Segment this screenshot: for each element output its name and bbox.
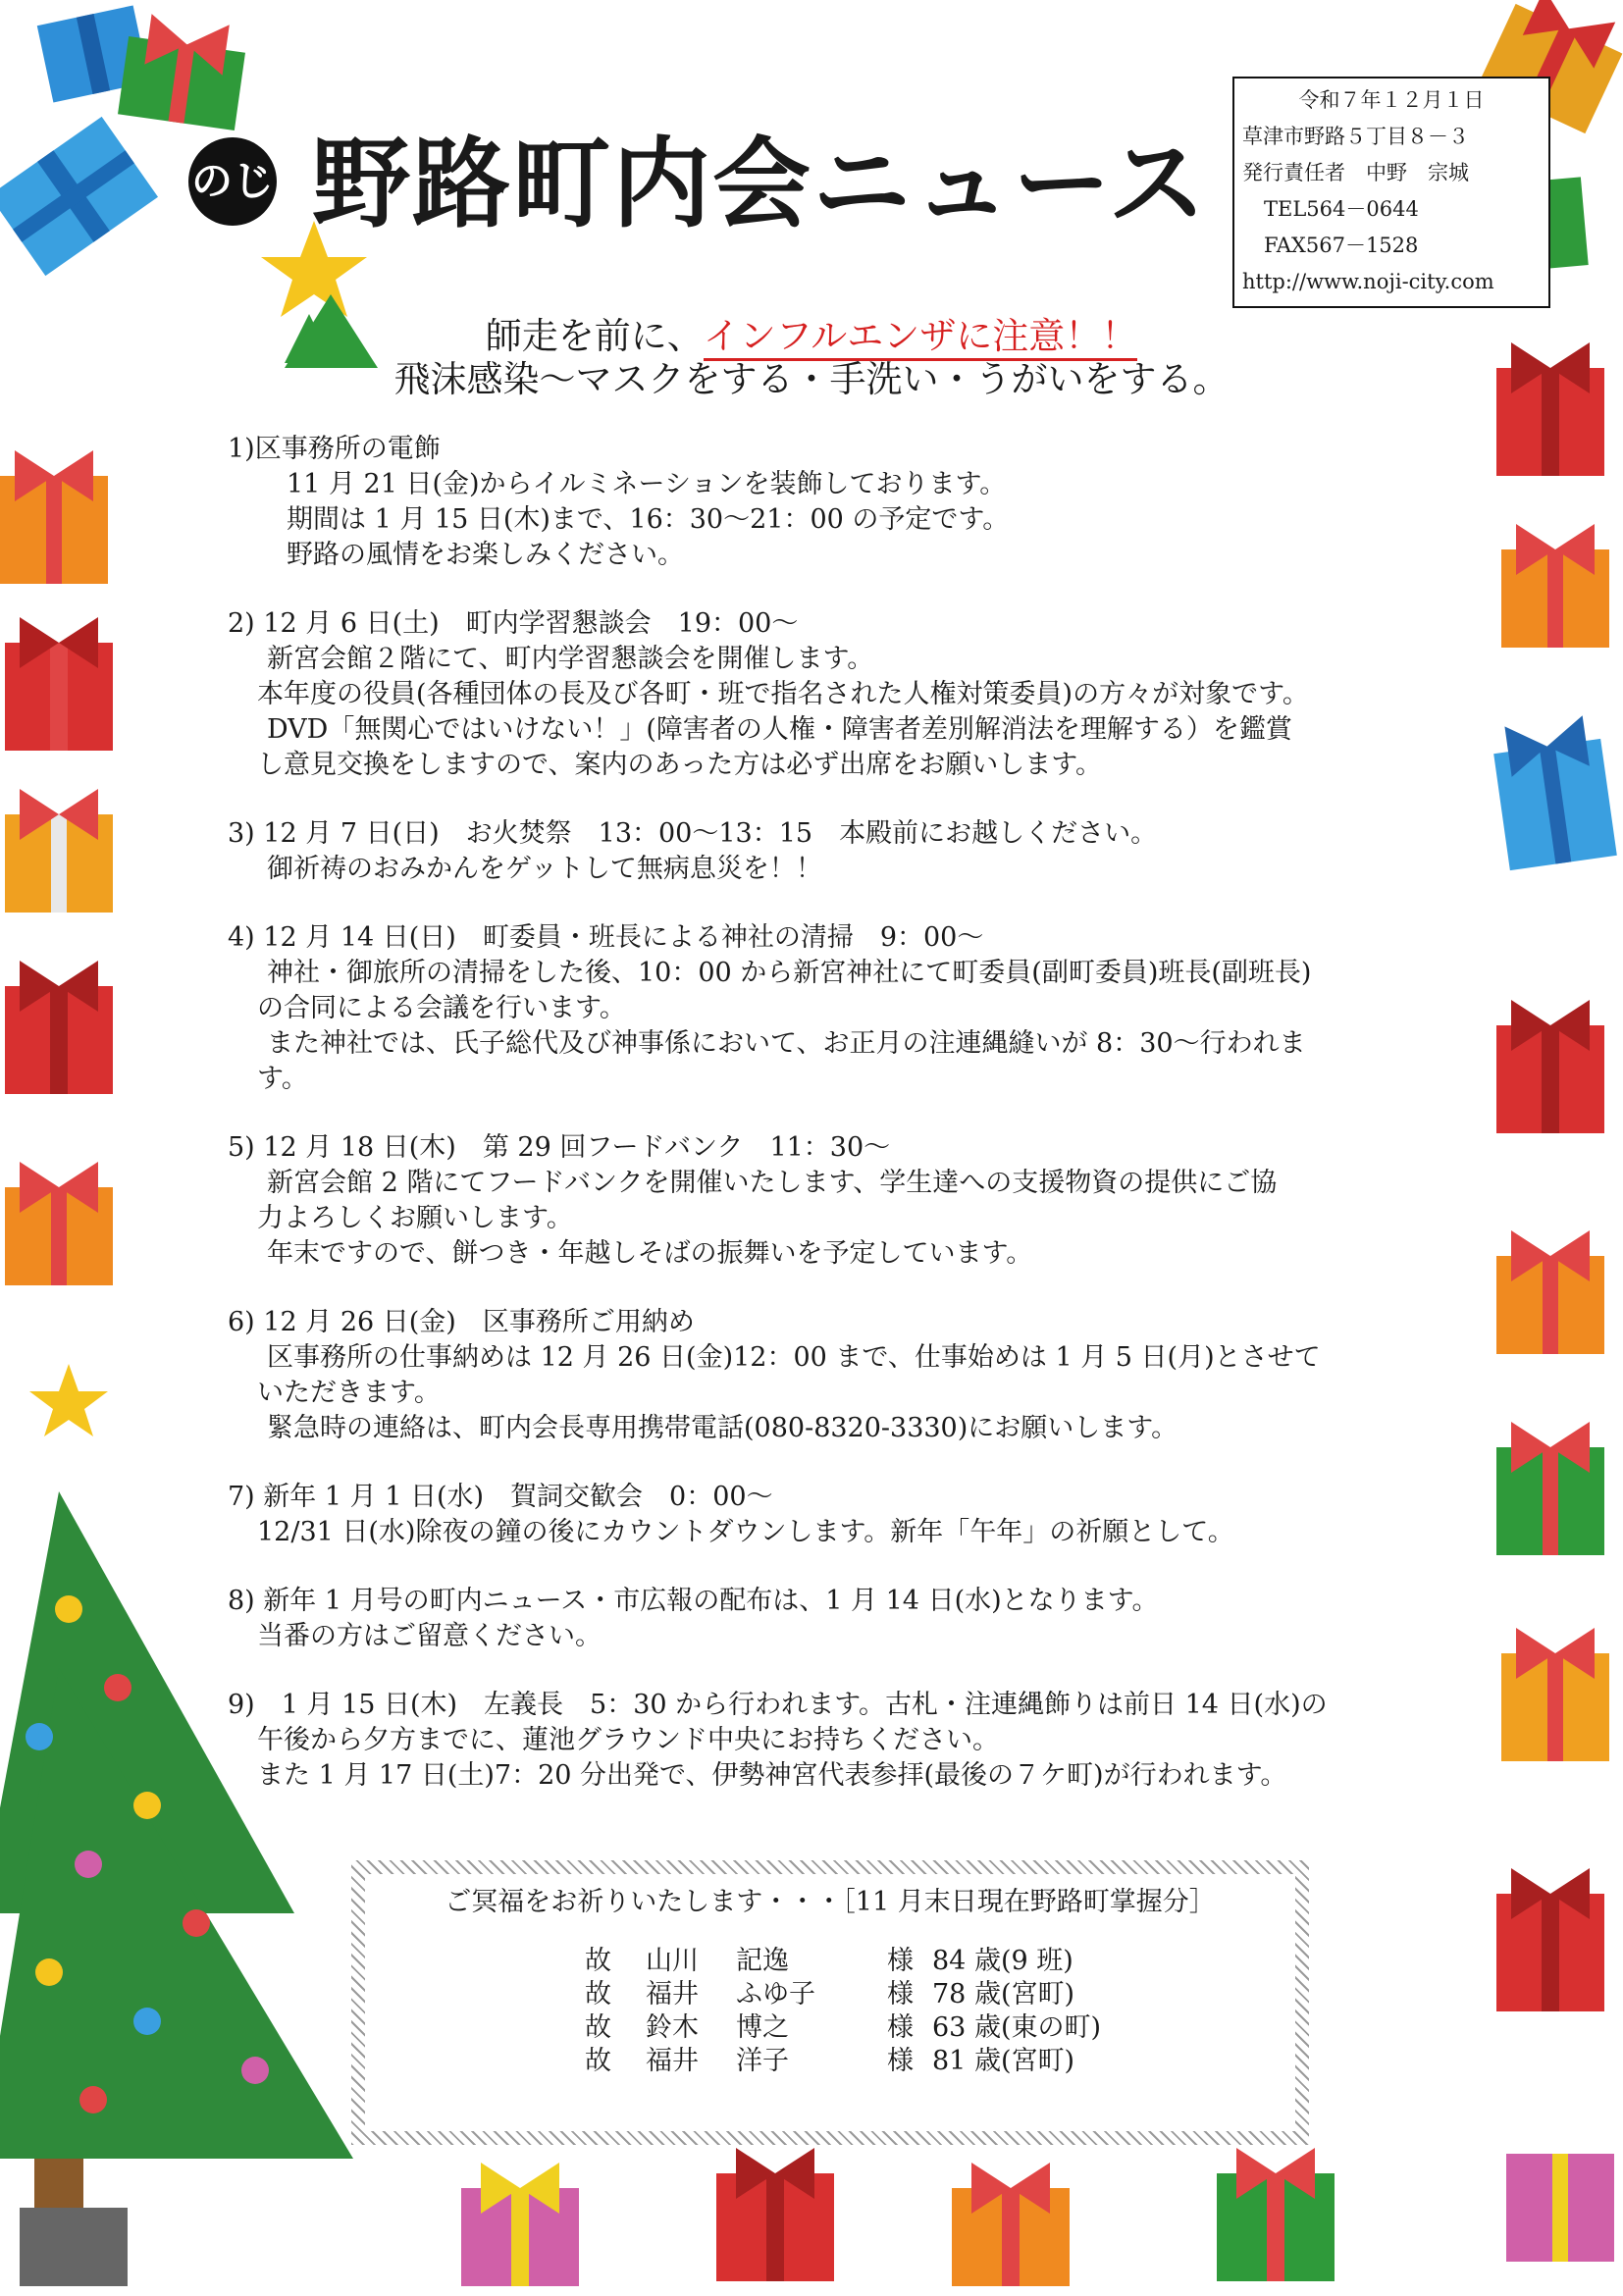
- publisher: 発行責任者 中野 宗城: [1242, 161, 1469, 184]
- fax: FAX567－1528: [1264, 234, 1419, 257]
- headline-line-1: [0, 314, 1623, 359]
- issue-date: 令和７年１２月１日: [1298, 88, 1485, 112]
- notice-text: 緊急時の連絡は、町内会長専用携帯電話(080-8320-3330)にお願いします。: [267, 1413, 1178, 1443]
- gift-icon: [5, 1162, 113, 1285]
- notice-text: 午後から夕方までに、蓮池グラウンド中央にお持ちください。: [257, 1725, 999, 1755]
- notice-text: 12/31 日(水)除夜の鐘の後にカウントダウンします。新年「午年」の祈願として。: [257, 1517, 1234, 1547]
- notice-text: 当番の方はご留意ください。: [257, 1621, 602, 1651]
- table-cell: 様: [887, 2012, 914, 2043]
- gift-icon: [1217, 2148, 1335, 2281]
- table-cell: 山川: [646, 1946, 699, 1976]
- notice-item: [228, 606, 1444, 783]
- gift-icon: [952, 2163, 1070, 2286]
- obituary-title: ご冥福をお祈りいたします・・・［11 月末日現在野路町掌握分］: [445, 1887, 1216, 1917]
- gift-icon: [1501, 524, 1609, 648]
- gift-icon: [461, 2163, 579, 2286]
- notice-item: [228, 1584, 1444, 1654]
- notice-text: 野路の風情をお楽しみください。: [287, 540, 684, 570]
- notice-heading: 9) 1 月 15 日(木) 左義長 5：30 から行われます。古札・注連縄飾りは前日 14 日(水)の: [228, 1690, 1328, 1720]
- obituary-table: [585, 1945, 1128, 2078]
- table-cell: 博之: [736, 2012, 789, 2043]
- table-cell: 様: [887, 1979, 914, 2009]
- notice-heading: 2) 12 月 6 日(土) 町内学習懇談会 19：00～: [228, 608, 799, 639]
- notice-text: 年末ですので、餅つき・年越しそばの振舞いを予定しています。: [267, 1238, 1033, 1269]
- gift-icon: [1496, 1868, 1604, 2011]
- gift-icon: [1501, 1628, 1609, 1761]
- notice-text: 本年度の役員(各種団体の長及び各町・班で指名された人権対策委員)の方々が対象です。: [257, 679, 1309, 709]
- notice-list: [228, 432, 1444, 1827]
- notice-text: の合同による会議を行います。: [257, 993, 626, 1023]
- gift-icon: [5, 789, 113, 913]
- table-cell: ふゆ子: [736, 1979, 815, 2009]
- table-cell: 81 歳(宮町): [932, 2046, 1075, 2076]
- notice-heading: 1)区事務所の電飾: [228, 434, 441, 464]
- gift-icon: [1506, 2154, 1614, 2262]
- notice-text: 神社・御旅所の清掃をした後、10：00 から新宮神社にて町委員(副町委員)班長(副班長): [267, 958, 1312, 988]
- notice-text: 区事務所の仕事納めは 12 月 26 日(金)12：00 まで、仕事始めは 1 月 5 日(月)とさせて: [267, 1342, 1321, 1373]
- table-cell: 故: [585, 1979, 611, 2009]
- page-title: 野路町内会ニュース: [312, 127, 1208, 241]
- notice-text: 11 月 21 日(金)からイルミネーションを装飾しております。: [287, 469, 1007, 499]
- notice-text: し意見交換をしますので、案内のあった方は必ず出席をお願いします。: [257, 750, 1103, 780]
- notice-heading: 8) 新年 1 月号の町内ニュース・市広報の配布は、1 月 14 日(水)となります。: [228, 1586, 1159, 1616]
- gift-icon: [5, 617, 113, 751]
- gift-icon: [1496, 1422, 1604, 1555]
- website-link[interactable]: http://www.noji-city.com: [1242, 270, 1494, 293]
- table-cell: 故: [585, 2012, 611, 2043]
- notice-item: [228, 816, 1444, 887]
- notice-heading: 4) 12 月 14 日(日) 町委員・班長による神社の清掃 9：00～: [228, 922, 984, 953]
- headline-line-2: 飛沫感染～マスクをする・手洗い・うがいをする。: [393, 358, 1230, 400]
- gift-icon: [1496, 1000, 1604, 1133]
- logo-text: のじ: [190, 157, 274, 205]
- notice-text: 新宮会館 2 階にてフードバンクを開催いたします、学生達への支援物資の提供にご協: [267, 1168, 1278, 1198]
- notice-text: DVD「無関心ではいけない！」(障害者の人権・障害者差別解消法を理解する）を鑑賞: [267, 714, 1292, 745]
- notice-item: [228, 1130, 1444, 1272]
- gift-icon: [1496, 1230, 1604, 1354]
- table-cell: 様: [887, 2046, 914, 2076]
- table-cell: 福井: [646, 2046, 699, 2076]
- notice-item: [228, 1305, 1444, 1446]
- table-cell: 様: [887, 1946, 914, 1976]
- gift-icon: [0, 450, 108, 584]
- table-cell: 鈴木: [646, 2012, 699, 2043]
- headline-highlight: インフルエンザに注意！！: [704, 315, 1138, 361]
- notice-text: 御祈祷のおみかんをゲットして無病息災を！！: [267, 854, 822, 884]
- notice-text: 期間は 1 月 15 日(木)まで、16：30～21：00 の予定です。: [287, 504, 1010, 535]
- notice-text: いただきます。: [257, 1378, 441, 1408]
- headline-prefix: 師走を前に、: [485, 315, 704, 357]
- notice-text: また神社では、氏子総代及び神事係において、お正月の注連縄縫いが 8：30～行われま: [267, 1028, 1306, 1059]
- star-icon: [29, 1364, 108, 1436]
- notice-item: [228, 432, 1444, 573]
- table-row: [585, 1945, 1128, 1978]
- table-cell: 洋子: [736, 2046, 789, 2076]
- gift-icon: [1491, 713, 1617, 870]
- table-cell: 63 歳(東の町): [932, 2012, 1102, 2043]
- address: 草津市野路５丁目８－３: [1242, 125, 1469, 148]
- table-cell: 84 歳(9 班): [932, 1946, 1073, 1976]
- table-cell: 故: [585, 1946, 611, 1976]
- notice-item: [228, 920, 1444, 1097]
- notice-heading: 7) 新年 1 月 1 日(水) 賀詞交歓会 0：00～: [228, 1482, 773, 1512]
- table-cell: 記逸: [736, 1946, 789, 1976]
- table-cell: 福井: [646, 1979, 699, 2009]
- notice-text: また 1 月 17 日(土)7：20 分出発で、伊勢神宮代表参拝(最後の７ケ町)が行われます。: [257, 1760, 1287, 1791]
- town-logo: [188, 137, 277, 226]
- notice-item: [228, 1480, 1444, 1550]
- publisher-info-box: [1232, 77, 1550, 308]
- notice-text: 力よろしくお願いします。: [257, 1203, 573, 1233]
- gift-icon: [716, 2148, 834, 2281]
- table-row: [585, 2045, 1128, 2078]
- table-row: [585, 1978, 1128, 2011]
- table-cell: 78 歳(宮町): [932, 1979, 1075, 2009]
- gift-icon: [5, 961, 113, 1094]
- notice-text: す。: [257, 1064, 308, 1094]
- notice-heading: 5) 12 月 18 日(木) 第 29 回フードバンク 11：30～: [228, 1132, 891, 1163]
- phone: TEL564－0644: [1264, 197, 1419, 221]
- notice-heading: 6) 12 月 26 日(金) 区事務所ご用納め: [228, 1307, 695, 1337]
- obituary-box: [351, 1860, 1309, 2145]
- notice-item: [228, 1688, 1444, 1794]
- notice-text: 新宮会館２階にて、町内学習懇談会を開催します。: [267, 644, 874, 674]
- gift-icon: [0, 117, 158, 276]
- table-cell: 故: [585, 2046, 611, 2076]
- notice-heading: 3) 12 月 7 日(日) お火焚祭 13：00～13：15 本殿前にお越しください。: [228, 818, 1158, 849]
- table-row: [585, 2011, 1128, 2045]
